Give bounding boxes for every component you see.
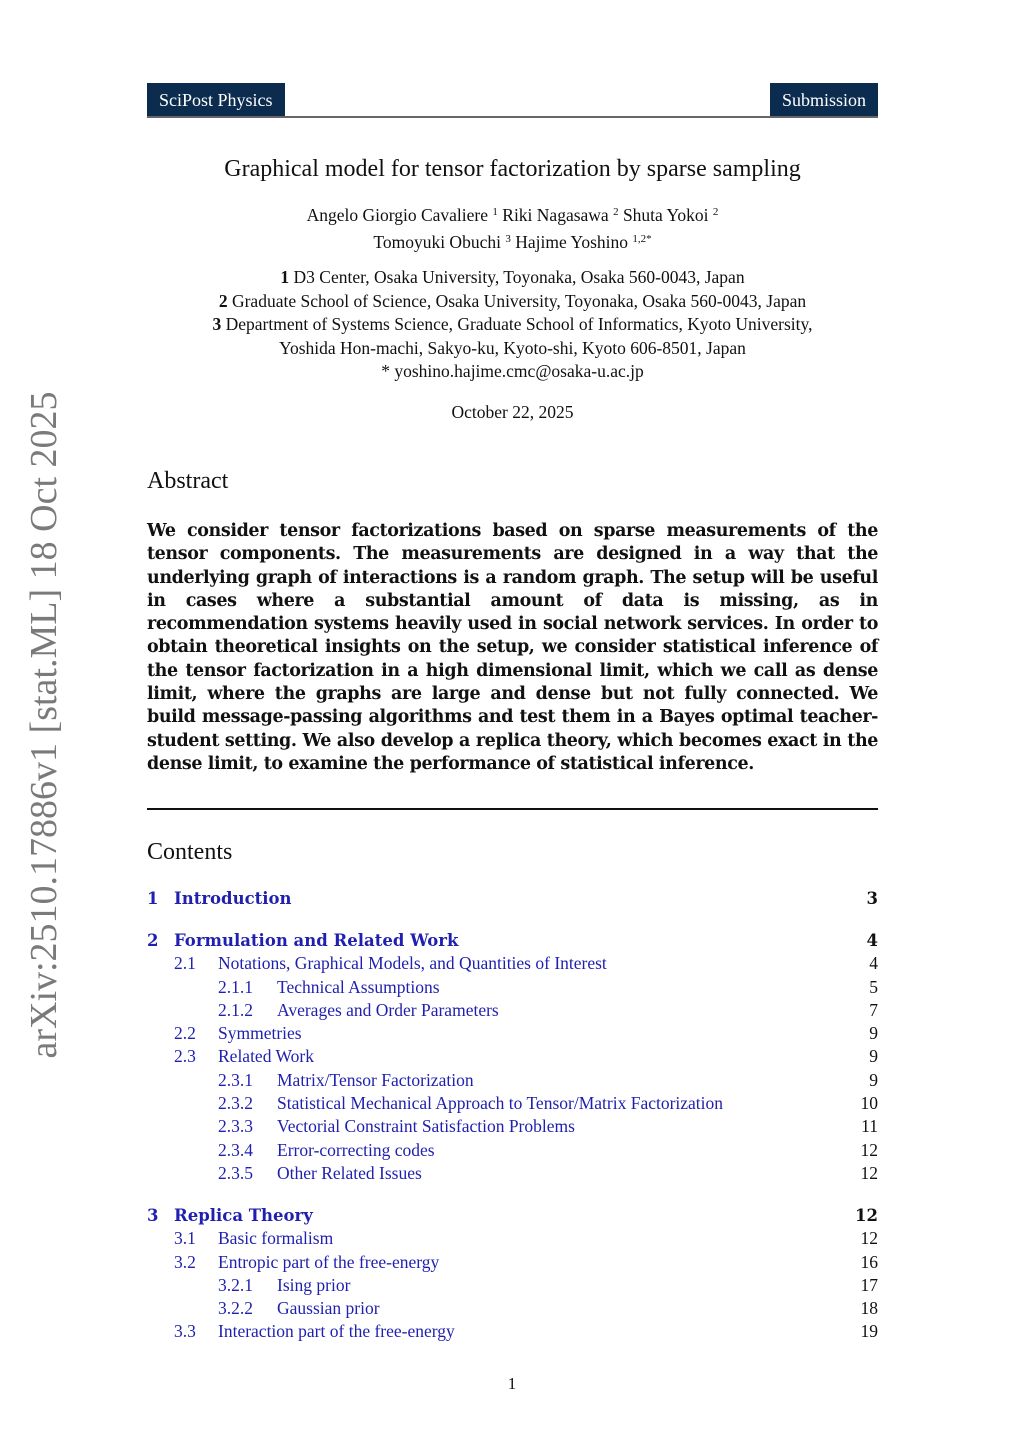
affiliations [147,266,878,384]
toc-number: 2.1.1 [218,976,253,997]
date: October 22, 2025 [451,402,574,422]
abstract-text: We consider tensor factorizations based on sparse measurements of the tensor components. The measurements are designed in a way that the underlying graph of interactions is a random graph. The setup will be useful in cases where a substantial amount of data is missing, as in recommendation systems heavily used in social network services. In order to obtain theoretical insights on the setup, we consider statistical inference of the tensor factorization in a high dimensional limit, which we call as dense limit, where the graphs are large and dense but not fully connected. We build message-passing algorithms and test them in a Bayes optimal teacher-student setting. We also develop a replica theory, which becomes exact in the dense limit, to examine the performance of statistical inference. [147,521,878,774]
toc-number: 2.1.2 [218,999,253,1020]
toc-page: 12 [860,1162,878,1183]
toc-entry[interactable] [147,1204,878,1227]
affil-mark: 2 [712,206,719,218]
toc-number: 3.2 [174,1251,196,1272]
affiliation: 2 Graduate School of Science, Osaka University, Toyonaka, Osaka 560-0043, Japan [218,290,807,311]
authors [147,201,878,254]
toc-title[interactable]: Replica Theory [174,1205,313,1225]
author: Hajime Yoshino [510,231,633,252]
toc-entry[interactable] [147,1227,878,1250]
toc-entry[interactable] [147,1320,878,1343]
arxiv-side-stamp: arXiv:2510.17886v1 [stat.ML] 18 Oct 2025 [23,391,65,1059]
toc-number: 2.3.2 [218,1093,253,1114]
toc-entry[interactable] [147,1069,878,1092]
toc-title[interactable]: Matrix/Tensor Factorization [277,1069,474,1090]
toc-entry[interactable] [147,999,878,1022]
toc-number: 3.1 [174,1228,196,1249]
toc-entry[interactable] [147,1045,878,1068]
toc-title[interactable]: Gaussian prior [277,1298,380,1319]
page-number: 1 [507,1374,517,1393]
paper-title: Graphical model for tensor factorization by sparse sampling [224,156,801,182]
journal-badge: SciPost Physics [147,83,285,117]
toc-number: 3 [147,1205,159,1225]
toc-title[interactable]: Vectorial Constraint Satisfaction Problems [277,1116,575,1137]
toc-entry[interactable] [147,1274,878,1297]
toc-page: 5 [869,976,878,997]
toc-number: 2.3.3 [218,1116,253,1137]
toc-page: 9 [869,1023,878,1044]
toc-page: 7 [869,999,878,1020]
toc-entry[interactable] [147,1297,878,1320]
toc-title[interactable]: Introduction [174,889,292,908]
table-of-contents [147,887,878,1344]
author: Angelo Giorgio Cavaliere [306,205,493,225]
toc-entry[interactable] [147,929,878,952]
email: * yoshino.hajime.cmc@osaka-u.ac.jp [381,361,644,381]
toc-title[interactable]: Averages and Order Parameters [277,999,499,1020]
toc-number: 3.2.1 [218,1274,253,1295]
toc-page: 3 [866,889,878,908]
affil-mark: 1,2* [632,232,652,245]
toc-entry[interactable] [147,1022,878,1045]
toc-page: 4 [869,953,878,974]
toc-page: 12 [860,1228,878,1249]
section-rule [147,808,878,810]
toc-entry[interactable] [147,887,878,910]
affiliation: Yoshida Hon-machi, Sakyo-ku, Kyoto-shi, Kyoto 606-8501, Japan [279,337,746,358]
toc-title[interactable]: Basic formalism [218,1228,334,1249]
toc-title[interactable]: Ising prior [277,1274,351,1295]
toc-title[interactable]: Technical Assumptions [277,976,440,997]
header-rule [147,116,878,118]
toc-page: 18 [860,1298,878,1319]
submission-badge: Submission [770,83,878,117]
toc-entry[interactable] [147,1092,878,1115]
abstract-heading: Abstract [147,468,229,494]
affiliation: 3 Department of Systems Science, Graduate School of Informatics, Kyoto University, [212,314,813,334]
toc-number: 2.3.4 [218,1139,253,1160]
author: Shuta Yokoi [618,205,713,225]
toc-entry[interactable] [147,1162,878,1185]
toc-title[interactable]: Statistical Mechanical Approach to Tensor/Matrix Factorization [277,1093,724,1114]
toc-title[interactable]: Interaction part of the free-energy [218,1321,455,1342]
affil-mark: 2 [613,206,619,218]
toc-number: 3.3 [174,1321,196,1342]
toc-page: 12 [855,1205,878,1225]
author: Riki Nagasawa [497,205,614,225]
toc-title[interactable]: Other Related Issues [277,1162,422,1183]
toc-page: 17 [860,1274,878,1295]
toc-page: 19 [860,1321,878,1342]
affiliation: 1 D3 Center, Osaka University, Toyonaka, Osaka 560-0043, Japan [280,267,745,287]
toc-entry[interactable] [147,1115,878,1138]
toc-page: 9 [869,1069,878,1090]
toc-number: 2.3 [174,1046,196,1067]
toc-title[interactable]: Entropic part of the free-energy [218,1251,440,1272]
toc-page: 11 [861,1116,878,1137]
toc-title[interactable]: Formulation and Related Work [174,930,459,950]
toc-entry[interactable] [147,1139,878,1162]
toc-number: 2.3.1 [218,1069,253,1090]
toc-title[interactable]: Symmetries [218,1023,302,1044]
toc-entry[interactable] [147,1251,878,1274]
toc-title[interactable]: Related Work [218,1046,314,1067]
toc-page: 9 [869,1046,878,1067]
toc-number: 2.3.5 [218,1162,253,1183]
toc-number: 2.1 [174,953,196,974]
toc-number: 2 [147,930,159,950]
toc-page: 4 [866,930,878,950]
affil-mark: 1 [492,206,498,218]
toc-page: 10 [860,1093,878,1114]
author: Tomoyuki Obuchi [373,231,506,252]
affil-mark: 3 [505,232,511,245]
toc-number: 1 [147,889,159,908]
toc-number: 3.2.2 [218,1298,253,1319]
toc-entry[interactable] [147,976,878,999]
contents-heading: Contents [147,839,233,865]
toc-title[interactable]: Notations, Graphical Models, and Quantities of Interest [218,953,607,974]
toc-entry[interactable] [147,952,878,975]
toc-number: 2.2 [174,1023,196,1044]
toc-page: 16 [860,1251,878,1272]
toc-page: 12 [860,1139,878,1160]
toc-title[interactable]: Error-correcting codes [277,1139,435,1160]
